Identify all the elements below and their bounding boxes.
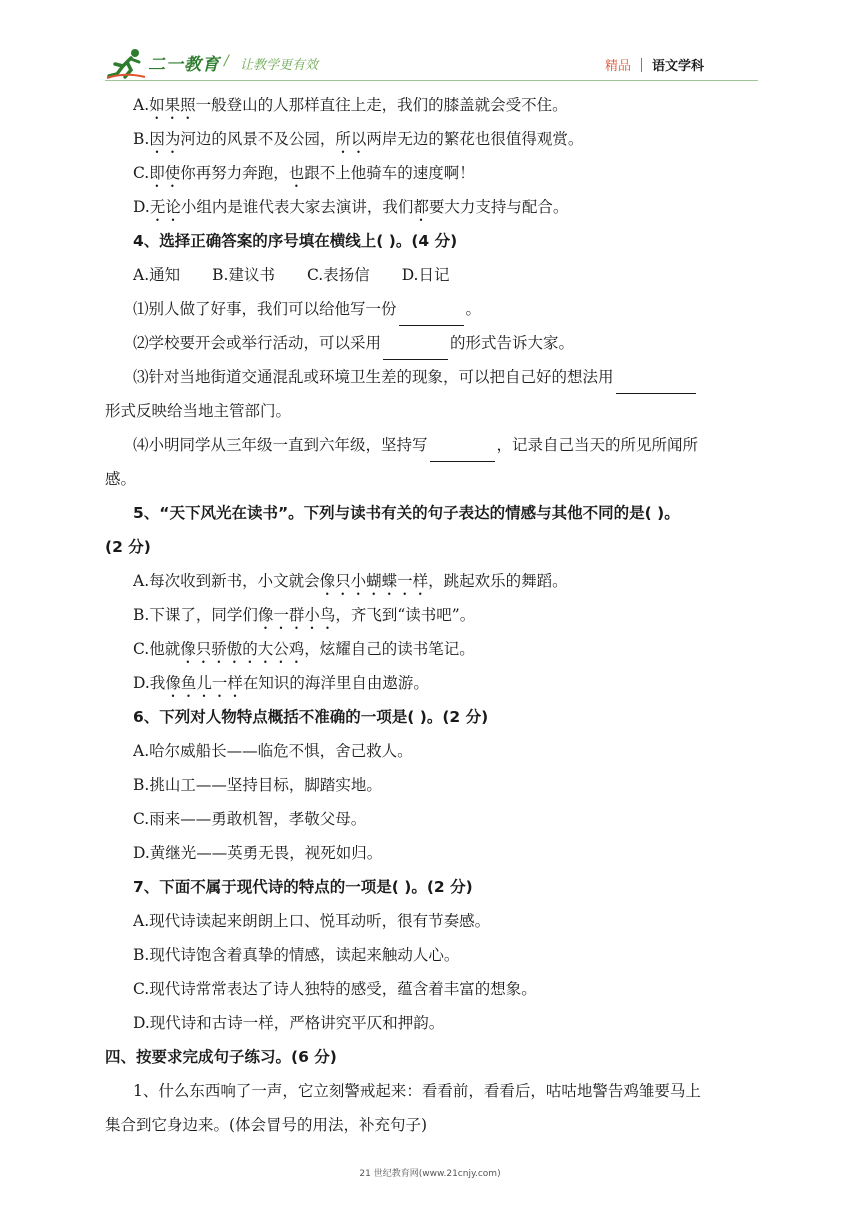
q4-choice-c: C.表扬信	[306, 266, 370, 284]
answer-blank[interactable]	[383, 337, 448, 360]
q4-choices	[105, 258, 765, 292]
header-right	[605, 55, 704, 74]
q7-option-a: A.现代诗读起来朗朗上口、悦耳动听，很有节奏感。	[133, 912, 491, 930]
q4-item-4: ⑷小明同学从三年级一直到六年级，坚持写 ，记录自己当天的所见所闻所	[105, 428, 765, 462]
q4-item-4-cont: 感。	[105, 470, 137, 488]
q7-option-d: D.现代诗和古诗一样，严格讲究平仄和押韵。	[133, 1014, 445, 1032]
exam-content	[105, 88, 765, 1142]
running-man-logo-icon	[105, 46, 147, 80]
q5-stem: 5、“天下风光在读书”。下列与读书有关的句子表达的情感与其他不同的是( )。	[133, 504, 680, 522]
answer-blank[interactable]	[430, 439, 495, 462]
q6-option-b: B.挑山工——坚持目标，脚踏实地。	[133, 776, 382, 794]
q4-stem: 4、选择正确答案的序号填在横线上( )。(4 分)	[133, 232, 458, 250]
logo-text: 二一教育	[148, 55, 220, 75]
q4-choice-a: A.通知	[133, 266, 181, 284]
q7-option-b: B.现代诗饱含着真挚的情感，读起来触动人心。	[133, 946, 460, 964]
q5-option-d: D.我像鱼儿一样在知识的海洋里自由遨游。	[133, 674, 429, 692]
q4-choice-d: D.日记	[401, 266, 450, 284]
q4-item-3: ⑶针对当地街道交通混乱或环境卫生差的现象，可以把自己好的想法用	[105, 360, 765, 394]
slogan: 让教学更有效	[240, 58, 319, 73]
q5-stem-score: (2 分)	[105, 538, 151, 556]
header-rule	[105, 80, 758, 81]
q6-option-d: D.黄继光——英勇无畏，视死如归。	[133, 844, 383, 862]
section-4-title: 四、按要求完成句子练习。(6 分)	[105, 1048, 337, 1066]
header-separator: /	[224, 53, 229, 69]
q5-option-b: B.下课了，同学们像一群小鸟，齐飞到“读书吧”。	[133, 606, 476, 624]
answer-blank[interactable]	[399, 303, 464, 326]
q4-item-3-cont: 形式反映给当地主管部门。	[105, 402, 292, 420]
q7-option-c: C.现代诗常常表达了诗人独特的感受，蕴含着丰富的想象。	[133, 980, 537, 998]
q5-option-a: A.每次收到新书，小文就会像只小蝴蝶一样，跳起欢乐的舞蹈。	[133, 572, 568, 590]
subject-label: 语文学科	[651, 59, 704, 74]
q6-option-a: A.哈尔威船长——临危不惧，舍己救人。	[133, 742, 413, 760]
q6-option-c: C.雨来——勇敢机智，孝敬父母。	[133, 810, 367, 828]
q3-option-d: D.无论小组内是谁代表大家去演讲，我们都要大力支持与配合。	[133, 198, 569, 216]
q4-item-2: ⑵学校要开会或举行活动，可以采用 的形式告诉大家。	[105, 326, 765, 360]
q4-choice-b: B.建议书	[212, 266, 275, 284]
section-4-q1: 1、什么东西响了一声，它立刻警戒起来：看看前，看看后，咕咕地警告鸡雏要马上	[133, 1082, 701, 1100]
page-header	[0, 0, 860, 86]
q5-option-c: C.他就像只骄傲的大公鸡，炫耀自己的读书笔记。	[133, 640, 475, 658]
answer-blank[interactable]	[616, 371, 696, 394]
section-4-q1-cont: 集合到它身边来。(体会冒号的用法，补充句子)	[105, 1116, 428, 1134]
q3-option-b: B.因为河边的风景不及公园，所以两岸无边的繁花也很值得观赏。	[133, 130, 584, 148]
premium-badge: 精品	[604, 59, 631, 74]
q3-option-a: A.如果照一般登山的人那样直往上走，我们的膝盖就会受不住。	[133, 96, 568, 114]
header-divider	[641, 58, 642, 72]
q7-stem: 7、下面不属于现代诗的特点的一项是( )。(2 分)	[133, 878, 473, 896]
q3-option-c: C.即使你再努力奔跑，也跟不上他骑车的速度啊！	[133, 164, 475, 182]
q6-stem: 6、下列对人物特点概括不准确的一项是( )。(2 分)	[133, 708, 489, 726]
page-footer: 21 世纪教育网(www.21cnjy.com)	[359, 1169, 501, 1179]
q4-item-1: ⑴别人做了好事，我们可以给他写一份 。	[105, 292, 765, 326]
